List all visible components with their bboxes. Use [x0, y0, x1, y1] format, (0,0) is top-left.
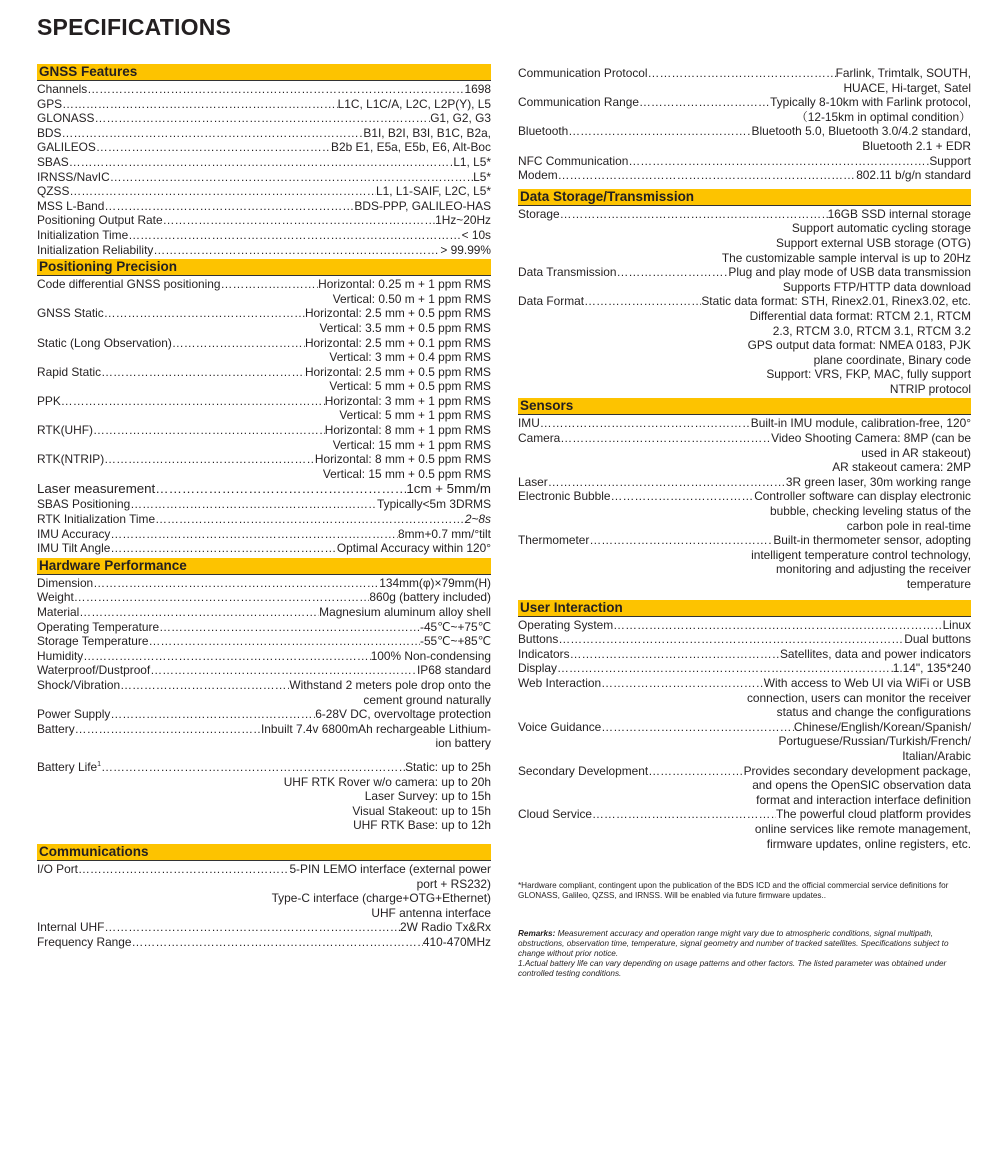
- spec-value-continued: Support: VRS, FKP, MAC, fully support: [766, 367, 971, 382]
- spec-value: 2~8s: [464, 512, 491, 527]
- sensors-rows: [518, 414, 971, 591]
- spec-label: Rapid Static: [37, 364, 102, 379]
- spec-label: Camera: [518, 431, 561, 446]
- spec-value: 1Hz~20Hz: [435, 213, 491, 228]
- spec-label: Laser: [518, 474, 548, 489]
- spec-row: [37, 576, 491, 591]
- spec-row: [518, 154, 971, 169]
- spec-row: [37, 527, 491, 542]
- spec-value: Video Shooting Camera: 8MP (can be: [771, 431, 971, 446]
- spec-value: Satellites, data and power indicators: [779, 646, 971, 661]
- spec-value-continued: Laser Survey: up to 15h: [364, 789, 491, 804]
- spec-row: [518, 489, 971, 504]
- spec-value: > 99.99%: [440, 242, 491, 257]
- spec-label: SBAS Positioning: [37, 497, 131, 512]
- spec-label: Shock/Vibration: [37, 677, 121, 692]
- section-heading: User Interaction: [518, 600, 971, 616]
- spec-row: [518, 676, 971, 691]
- spec-value-continued: Vertical: 3 mm + 0.4 ppm RMS: [329, 350, 491, 365]
- spec-row: [37, 140, 491, 155]
- spec-value-continued: Bluetooth 2.1 + EDR: [862, 138, 971, 153]
- section-heading: Sensors: [518, 398, 971, 414]
- spec-value: Linux: [942, 617, 971, 632]
- spec-value-continued: Vertical: 15 mm + 1 ppm RMS: [332, 437, 491, 452]
- spec-label: Communication Protocol: [518, 66, 648, 80]
- spec-value-continued: monitoring and adjusting the receiver: [776, 562, 971, 577]
- spec-value-continued: Type-C interface (charge+OTG+Ethernet): [271, 891, 491, 906]
- spec-row: [518, 632, 971, 647]
- spec-value: Horizontal: 3 mm + 1 ppm RMS: [324, 393, 491, 408]
- spec-value: Horizontal: 2.5 mm + 0.1 ppm RMS: [304, 335, 491, 350]
- spec-row: [37, 170, 491, 185]
- spec-row: [37, 512, 491, 527]
- spec-value: 1698: [464, 82, 491, 96]
- spec-label: Data Transmission: [518, 265, 617, 280]
- spec-value-continued: temperature: [906, 577, 971, 591]
- spec-label: QZSS: [37, 184, 70, 199]
- spec-value: Typically 8-10km with Farlink protocol,: [770, 95, 971, 110]
- spec-label: GALILEOS: [37, 140, 96, 155]
- spec-label: Storage Temperature: [37, 634, 149, 649]
- spec-value-continued: Support external USB storage (OTG): [776, 235, 971, 250]
- spec-row: [37, 277, 491, 292]
- spec-row: [37, 184, 491, 199]
- spec-value-continued: status and change the configurations: [776, 705, 971, 720]
- spec-row: [37, 663, 491, 678]
- spec-label: Thermometer: [518, 533, 590, 548]
- spec-label: Humidity: [37, 648, 84, 663]
- spec-label: Storage: [518, 206, 560, 221]
- spec-label: IRNSS/NavIC: [37, 169, 110, 184]
- spec-row: [37, 243, 491, 258]
- spec-value: L1C, L1C/A, L2C, L2P(Y), L5: [337, 96, 491, 111]
- battery-life-label: Battery Life: [37, 759, 98, 774]
- spec-value-continued: AR stakeout camera: 2MP: [832, 460, 971, 475]
- page-title: SPECIFICATIONS: [37, 14, 232, 40]
- spec-value: Horizontal: 0.25 m + 1 ppm RMS: [318, 277, 491, 292]
- spec-value: Provides secondary development package,: [743, 763, 971, 778]
- spec-label: Communication Range: [518, 95, 639, 110]
- spec-value: < 10s: [461, 227, 491, 242]
- spec-label: RTK(NTRIP): [37, 452, 105, 467]
- spec-label: Buttons: [518, 632, 559, 647]
- spec-row: [518, 95, 971, 110]
- footnote-marker: 1: [97, 760, 102, 768]
- spec-row: [37, 760, 491, 775]
- spec-row: [518, 533, 971, 548]
- spec-label: Waterproof/Dustproof: [37, 663, 151, 678]
- left-column: [37, 64, 491, 951]
- remarks-text: Measurement accuracy and operation range might vary due to atmospheric conditions, signal multipath, obstructions, observation time, temperature, signal geometry and number of tracked satellites. Specifications subject to change without prior notice.: [518, 929, 949, 959]
- spec-value: Built-in thermometer sensor, adopting: [773, 533, 971, 548]
- spec-label: GPS: [37, 96, 63, 111]
- spec-label: Power Supply: [37, 707, 111, 722]
- spec-row: [518, 807, 971, 822]
- spec-value-continued: Differential data format: RTCM 2.1, RTCM: [749, 308, 971, 323]
- spec-value: G1, G2, G3: [430, 111, 491, 126]
- battery-footnote: 1.Actual battery life can vary depending on usage patterns and other factors. The listed parameter was obtained under controlled testing conditions.: [518, 959, 947, 979]
- spec-value-continued: connection, users can monitor the receiver: [746, 690, 971, 705]
- spec-value-continued: Vertical: 0.50 m + 1 ppm RMS: [332, 291, 491, 306]
- spec-value-continued: Vertical: 3.5 mm + 0.5 ppm RMS: [319, 320, 491, 335]
- spec-value-continued: UHF antenna interface: [371, 905, 491, 920]
- section-heading: Data Storage/Transmission: [518, 189, 971, 205]
- spec-row: [37, 423, 491, 438]
- spec-value: Static data format: STH, Rinex2.01, Rinex3.02, etc.: [701, 294, 971, 309]
- gnss-section: [37, 64, 491, 257]
- spec-label: Modem: [518, 168, 558, 183]
- spec-row: [518, 661, 971, 676]
- spec-label: RTK(UHF): [37, 423, 93, 438]
- spec-value-continued: HUACE, Hi-target, Satel: [843, 80, 971, 95]
- spec-label: Laser measurement: [37, 481, 156, 497]
- spec-value-continued: Vertical: 15 mm + 0.5 ppm RMS: [322, 466, 491, 481]
- spec-value: 1.14", 135*240: [892, 661, 971, 676]
- communications-continued: [518, 66, 971, 183]
- spec-row: [518, 647, 971, 662]
- spec-value: BDS-PPP, GALILEO-HAS: [354, 198, 491, 213]
- spec-value: Controller software can display electronic: [754, 489, 971, 504]
- spec-row: [37, 199, 491, 214]
- spec-value: Horizontal: 8 mm + 0.5 ppm RMS: [314, 452, 491, 467]
- spec-label: Operating Temperature: [37, 619, 160, 634]
- spec-value: B2b E1, E5a, E5b, E6, Alt-Boc: [331, 140, 491, 155]
- spec-value-continued: Visual Stakeout: up to 15h: [352, 803, 491, 818]
- spec-value: 16GB SSD internal storage: [827, 206, 971, 221]
- spec-value-continued: NTRIP protocol: [889, 381, 971, 396]
- hardware-footnote: *Hardware compliant, contingent upon the publication of the BDS ICD and the official commercial service definitions for GLONASS, Galileo, QZSS, and IRNSS. Will be enabled via future firmware updates..: [518, 881, 949, 901]
- hardware-section: [37, 558, 491, 833]
- spec-value: 5-PIN LEMO interface (external power: [289, 861, 491, 876]
- spec-label: RTK Initialization Time: [37, 512, 156, 527]
- spec-value: Horizontal: 8 mm + 1 ppm RMS: [324, 423, 491, 438]
- spec-row: [37, 722, 491, 737]
- spec-row: [37, 541, 491, 556]
- spec-label: Cloud Service: [518, 807, 593, 822]
- spec-label: IMU: [518, 416, 540, 431]
- communications-section: [37, 844, 491, 950]
- spec-row: [37, 935, 491, 950]
- spec-row: [518, 124, 971, 139]
- gnss-rows: [37, 80, 491, 257]
- spec-value: Magnesium aluminum alloy shell: [319, 605, 491, 619]
- spec-value: 2W Radio Tx&Rx: [400, 920, 491, 935]
- spec-label: Web Interaction: [518, 675, 602, 690]
- precision-section: [37, 259, 491, 556]
- spec-row: [37, 155, 491, 170]
- storage-rows: [518, 205, 971, 397]
- spec-label: GNSS Static: [37, 306, 104, 321]
- spec-row: [37, 590, 491, 605]
- spec-value-continued: used in AR stakeout): [861, 445, 971, 460]
- spec-value: 8mm+0.7 mm/°tilt: [398, 526, 491, 541]
- spec-value: Plug and play mode of USB data transmission: [728, 265, 971, 280]
- spec-label: Frequency Range: [37, 934, 132, 949]
- spec-value-continued: 2.3, RTCM 3.0, RTCM 3.1, RTCM 3.2: [772, 323, 971, 338]
- spec-label: NFC Communication: [518, 153, 629, 168]
- spec-label: I/O Port: [37, 861, 78, 876]
- spec-label: Electronic Bubble: [518, 489, 611, 504]
- spec-value-continued: Italian/Arabic: [902, 748, 971, 763]
- spec-label: Data Format: [518, 294, 585, 309]
- spec-value: The powerful cloud platform provides: [776, 807, 971, 822]
- spec-value: Built-in IMU module, calibration-free, 120°: [750, 416, 971, 431]
- spec-row: [37, 111, 491, 126]
- spec-label: IMU Tilt Angle: [37, 541, 111, 556]
- spec-label: Initialization Reliability: [37, 242, 154, 257]
- spec-label: Channels: [37, 82, 88, 96]
- spec-value: IP68 standard: [416, 663, 491, 678]
- spec-row: [37, 497, 491, 512]
- spec-label: [37, 760, 101, 775]
- spec-label: Material: [37, 605, 80, 619]
- remarks: [518, 929, 971, 959]
- spec-row: [37, 82, 491, 97]
- spec-value-continued: format and interaction interface definition: [756, 792, 971, 807]
- spec-row: [37, 452, 491, 467]
- spec-value-continued: Vertical: 5 mm + 1 ppm RMS: [339, 408, 491, 423]
- spec-value: Dual buttons: [904, 632, 971, 647]
- spec-row: [518, 431, 971, 446]
- spec-row: [37, 678, 491, 693]
- spec-row: [37, 365, 491, 380]
- spec-value-continued: The customizable sample interval is up to 20Hz: [721, 250, 971, 265]
- spec-value: B1I, B2I, B3I, B1C, B2a,: [363, 125, 491, 140]
- user-interaction-section: [518, 600, 971, 852]
- spec-value-continued: UHF RTK Rover w/o camera: up to 20h: [283, 774, 491, 789]
- spec-value: Typically<5m 3DRMS: [377, 497, 491, 512]
- spec-row: [37, 213, 491, 228]
- spec-value: 3R green laser, 30m working range: [785, 474, 971, 489]
- spec-value-continued: ion battery: [435, 736, 491, 751]
- spec-value: 860g (battery included): [369, 590, 491, 605]
- spec-value: Support: [929, 153, 971, 168]
- spec-value: 100% Non-condensing: [370, 648, 491, 663]
- spec-value: Horizontal: 2.5 mm + 0.5 ppm RMS: [304, 364, 491, 379]
- spec-label: Voice Guidance: [518, 719, 602, 734]
- spec-label: Static (Long Observation): [37, 335, 172, 350]
- spec-value: With access to Web UI via WiFi or USB: [763, 675, 971, 690]
- spec-label: PPK: [37, 393, 61, 408]
- spec-value: Farlink, Trimtalk, SOUTH,: [835, 66, 971, 80]
- spec-label: Dimension: [37, 575, 94, 590]
- spec-value: Inbuilt 7.4v 6800mAh rechargeable Lithium-: [260, 721, 491, 736]
- spec-value: 802.11 b/g/n standard: [856, 168, 971, 183]
- spec-row: [518, 168, 971, 183]
- spec-value: L1, L1-SAIF, L2C, L5*: [375, 184, 491, 199]
- section-heading: GNSS Features: [37, 64, 491, 80]
- spec-value: -45℃~+75℃: [419, 619, 491, 634]
- spec-value: L5*: [473, 169, 491, 184]
- spec-value-continued: Supports FTP/HTTP data download: [782, 279, 971, 294]
- spec-label: Internal UHF: [37, 920, 105, 935]
- spec-value: Horizontal: 2.5 mm + 0.5 ppm RMS: [304, 306, 491, 321]
- spec-label: Bluetooth: [518, 124, 569, 139]
- section-heading: Communications: [37, 844, 491, 860]
- spec-value-continued: online services like remote management,: [754, 821, 971, 836]
- spec-value: 410-470MHz: [422, 934, 491, 949]
- spec-value-continued: and opens the OpenSIC observation data: [752, 778, 971, 793]
- spec-value-continued: UHF RTK Base: up to 12h: [353, 818, 491, 833]
- spec-row: [518, 294, 971, 309]
- spec-value-continued: intelligent temperature control technology,: [751, 547, 971, 562]
- spec-row: [518, 66, 971, 81]
- spec-row: [518, 720, 971, 735]
- spec-value-continued: plane coordinate, Binary code: [813, 352, 971, 367]
- spec-label: Display: [518, 661, 557, 676]
- spec-value: Withstand 2 meters pole drop onto the: [289, 677, 491, 692]
- spec-label: BDS: [37, 125, 62, 140]
- spec-value-continued: carbon pole in real-time: [846, 518, 971, 533]
- section-heading: Positioning Precision: [37, 259, 491, 275]
- spec-value: Bluetooth 5.0, Bluetooth 3.0/4.2 standard,: [751, 124, 971, 139]
- spec-value-continued: Vertical: 5 mm + 0.5 ppm RMS: [329, 379, 491, 394]
- spec-label: GLONASS: [37, 111, 95, 126]
- sensors-section: [518, 398, 971, 591]
- user-interaction-rows: [518, 616, 971, 852]
- spec-row: [37, 97, 491, 112]
- spec-value-continued: bubble, checking leveling status of the: [770, 504, 971, 519]
- spec-row: [37, 862, 491, 877]
- spec-row: [37, 228, 491, 243]
- spec-value: 134mm(φ)×79mm(H): [379, 575, 491, 590]
- spec-row: [518, 475, 971, 490]
- spec-label: Battery: [37, 721, 75, 736]
- precision-rows: [37, 275, 491, 556]
- spec-row: [37, 605, 491, 620]
- spec-row: [518, 207, 971, 222]
- spec-value: L1, L5*: [453, 154, 491, 169]
- spec-label: SBAS: [37, 154, 69, 169]
- spec-row: [37, 336, 491, 351]
- spec-row: [518, 265, 971, 280]
- spec-value: 1cm + 5mm/m: [406, 481, 491, 497]
- spec-value: 6-28V DC, overvoltage protection: [315, 707, 491, 722]
- spec-value-continued: cement ground naturally: [363, 692, 491, 707]
- spec-label: Indicators: [518, 646, 570, 661]
- spec-value-continued: GPS output data format: NMEA 0183, PJK: [747, 338, 971, 353]
- spec-row: [518, 618, 971, 633]
- spec-label: Weight: [37, 590, 74, 605]
- spec-row: [37, 394, 491, 409]
- spec-value: Optimal Accuracy within 120°: [336, 541, 491, 556]
- spec-value: -55℃~+85℃: [419, 634, 491, 649]
- remarks-label: Remarks:: [518, 929, 556, 939]
- spec-label: Operating System: [518, 617, 614, 632]
- spec-label: Secondary Development: [518, 763, 649, 778]
- spec-row: [37, 126, 491, 141]
- spec-row: [37, 306, 491, 321]
- spec-row: [518, 764, 971, 779]
- communications-rows: [37, 860, 491, 950]
- spec-value-continued: Portuguese/Russian/Turkish/French/: [778, 734, 971, 749]
- hardware-rows: [37, 574, 491, 833]
- spec-value-continued: Support automatic cycling storage: [791, 221, 971, 236]
- spec-value-continued: port + RS232): [416, 876, 491, 891]
- spec-value: Chinese/English/Korean/Spanish/: [793, 719, 971, 734]
- storage-section: [518, 189, 971, 397]
- spec-row: [37, 920, 491, 935]
- spec-row: [518, 416, 971, 431]
- spec-row: [37, 707, 491, 722]
- spec-value-continued: （12-15km in optimal condition）: [795, 109, 971, 124]
- spec-row: [37, 481, 491, 497]
- spec-label: MSS L-Band: [37, 198, 105, 213]
- spec-label: Initialization Time: [37, 227, 129, 242]
- section-heading: Hardware Performance: [37, 558, 491, 574]
- right-column: [518, 66, 971, 979]
- spec-row: [37, 634, 491, 649]
- spec-label: IMU Accuracy: [37, 526, 111, 541]
- spec-value: Static: up to 25h: [405, 759, 491, 774]
- spec-row: [37, 649, 491, 664]
- spec-row: [37, 620, 491, 635]
- spec-label: Positioning Output Rate: [37, 213, 163, 228]
- spec-label: Code differential GNSS positioning: [37, 277, 221, 292]
- spec-value-continued: firmware updates, online registers, etc.: [766, 836, 971, 851]
